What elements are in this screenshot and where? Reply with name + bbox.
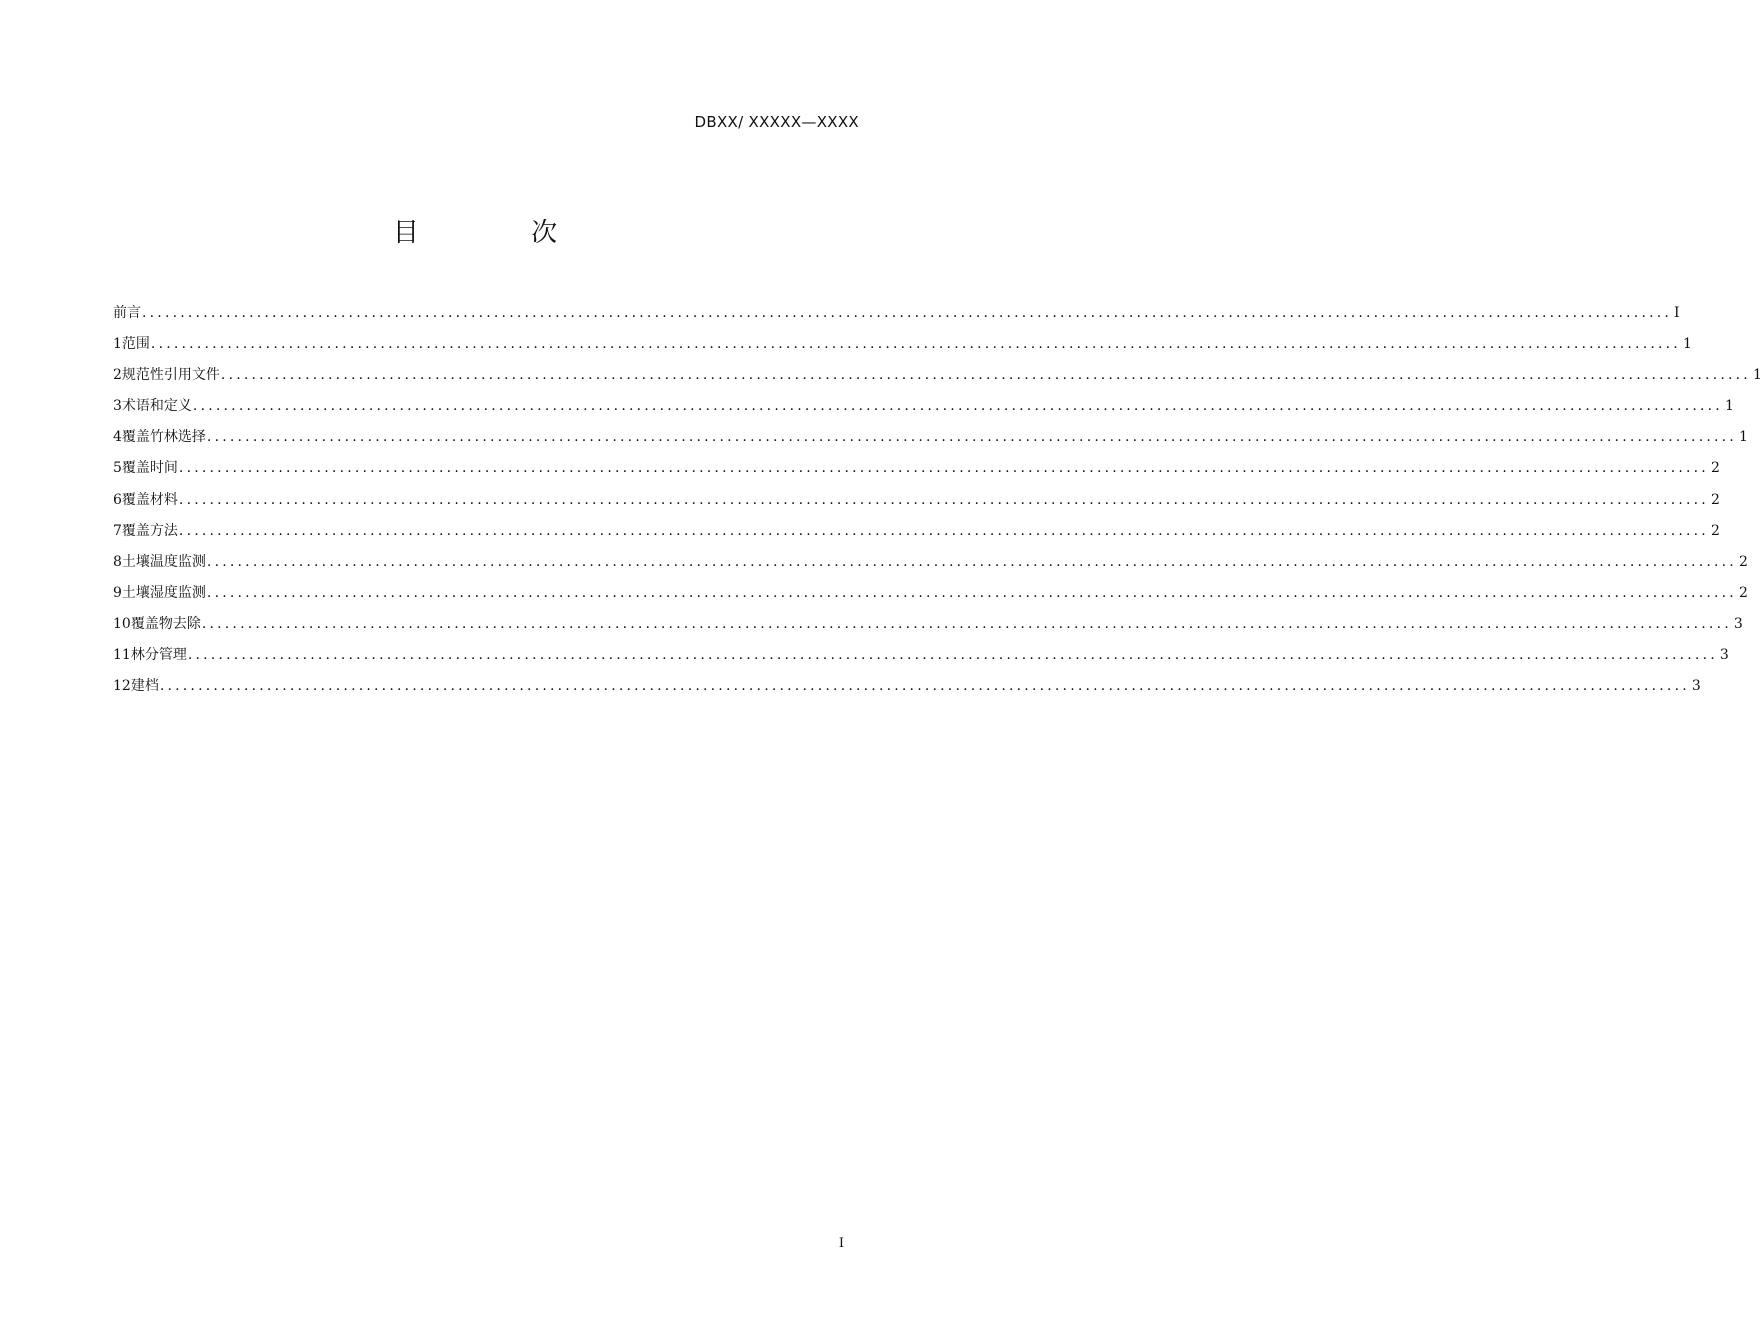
toc-entry-number: 12: [113, 678, 131, 695]
toc-entry-page: 1: [1752, 367, 1762, 384]
toc-entry-page: 3: [1719, 647, 1729, 664]
toc-entry-number: 9: [113, 584, 122, 601]
toc-entry-label: 覆盖时间: [121, 460, 178, 477]
toc-entry-bamboo-selection[interactable]: [113, 422, 1748, 453]
toc-leader-dots: ........................................................................................................................................................................................................: [178, 491, 1709, 508]
toc-entry-page: 1: [1682, 336, 1692, 353]
toc-title: 目 次: [392, 218, 610, 248]
toc-entry-covering-method[interactable]: [113, 516, 1720, 547]
toc-entry-label: 覆盖材料: [121, 491, 178, 508]
toc-leader-dots: ........................................................................................................................................................................................................: [178, 522, 1709, 539]
toc-leader-dots: ........................................................................................................................................................................................................: [142, 305, 1673, 321]
toc-leader-dots: ........................................................................................................................................................................................................: [178, 460, 1709, 477]
toc-leader-dots: ........................................................................................................................................................................................................: [206, 584, 1737, 601]
toc-entry-number: 7: [113, 522, 122, 539]
toc-entry-page: 1: [1724, 398, 1734, 415]
toc-leader-dots: ........................................................................................................................................................................................................: [201, 615, 1732, 632]
toc-entry-label: 规范性引用文件: [121, 367, 220, 384]
toc-entry-soil-humidity[interactable]: [113, 578, 1748, 609]
toc-leader-dots: ........................................................................................................................................................................................................: [192, 398, 1723, 415]
page-number: I: [838, 1236, 844, 1251]
toc-entry-label: 土壤湿度监测: [121, 584, 206, 601]
toc-entry-label: 范围: [121, 336, 150, 353]
toc-entry-covering-materials[interactable]: [113, 485, 1720, 516]
toc-entry-number: 8: [113, 553, 122, 570]
toc-entry-stand-management[interactable]: [113, 640, 1729, 671]
toc-entry-label: 前言: [113, 305, 141, 321]
toc-entry-scope[interactable]: [113, 329, 1692, 360]
toc-entry-number: 1: [113, 336, 122, 353]
toc-entry-covering-time[interactable]: [113, 453, 1720, 484]
toc-leader-dots: ........................................................................................................................................................................................................: [187, 647, 1718, 664]
toc-leader-dots: ........................................................................................................................................................................................................: [206, 429, 1737, 446]
toc-entry-page: 3: [1691, 678, 1701, 695]
toc-entry-number: 6: [113, 491, 122, 508]
toc-entry-label: 林分管理: [130, 647, 187, 664]
toc-leader-dots: ........................................................................................................................................................................................................: [220, 367, 1751, 384]
toc-entry-label: 覆盖竹林选择: [121, 429, 206, 446]
toc-entry-terms-definitions[interactable]: [113, 391, 1734, 422]
toc-leader-dots: ........................................................................................................................................................................................................: [206, 553, 1737, 570]
toc-entry-normative-references[interactable]: [113, 360, 1762, 391]
toc-entry-page: 2: [1738, 553, 1748, 570]
toc-entry-number: 4: [113, 429, 122, 446]
toc-entry-number: 2: [113, 367, 122, 384]
toc-entry-label: 术语和定义: [121, 398, 192, 415]
toc-entry-page: 1: [1738, 429, 1748, 446]
toc-entry-page: 2: [1738, 584, 1748, 601]
toc-entry-archiving[interactable]: [113, 671, 1701, 702]
toc-entry-page: I: [1674, 305, 1680, 321]
toc-entry-number: 11: [113, 647, 131, 664]
toc-entry-cover-removal[interactable]: [113, 609, 1743, 640]
toc-leader-dots: ........................................................................................................................................................................................................: [159, 678, 1690, 695]
toc-entry-label: 建档: [130, 678, 159, 695]
toc-entry-page: 2: [1710, 460, 1720, 477]
table-of-contents: [113, 298, 1762, 702]
toc-entry-page: 2: [1710, 522, 1720, 539]
toc-entry-number: 3: [113, 398, 122, 415]
toc-entry-page: 3: [1733, 615, 1743, 632]
toc-entry-foreword[interactable]: [113, 298, 1680, 329]
toc-entry-label: 覆盖物去除: [130, 615, 201, 632]
toc-leader-dots: ........................................................................................................................................................................................................: [150, 336, 1681, 353]
toc-entry-number: 5: [113, 460, 122, 477]
toc-entry-label: 土壤温度监测: [121, 553, 206, 570]
toc-entry-label: 覆盖方法: [121, 522, 178, 539]
document-code: DBXX/ XXXXX—XXXX: [694, 113, 859, 131]
toc-entry-soil-temperature[interactable]: [113, 547, 1748, 578]
toc-entry-page: 2: [1710, 491, 1720, 508]
toc-entry-number: 10: [113, 615, 131, 632]
